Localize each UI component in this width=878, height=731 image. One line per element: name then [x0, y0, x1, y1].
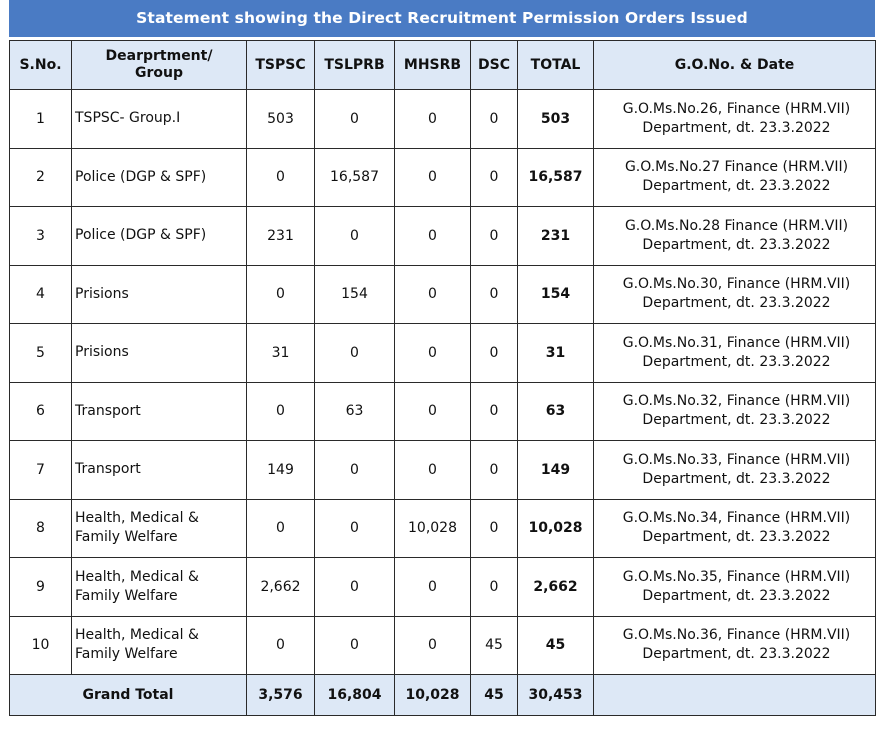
cell-tslprb: 0	[315, 616, 395, 675]
cell-go	[594, 382, 876, 441]
header-department	[72, 41, 247, 90]
cell-mhsrb: 0	[395, 207, 471, 266]
cell-tspsc: 31	[247, 324, 315, 383]
table-row	[10, 148, 876, 207]
cell-dsc: 0	[471, 441, 518, 500]
header-mhsrb: MHSRB	[395, 41, 471, 90]
department-line1: Prisions	[75, 285, 129, 302]
cell-mhsrb: 0	[395, 382, 471, 441]
header-go: G.O.No. & Date	[594, 41, 876, 90]
department-line1: Police (DGP & SPF)	[75, 168, 207, 185]
cell-dsc: 0	[471, 382, 518, 441]
header-dsc: DSC	[471, 41, 518, 90]
go-line1: G.O.Ms.No.36, Finance (HRM.VII)	[622, 627, 851, 644]
cell-mhsrb: 0	[395, 265, 471, 324]
department-line2: Family Welfare	[75, 646, 178, 663]
cell-sno: 10	[10, 616, 72, 675]
table-row	[10, 265, 876, 324]
page-title: Statement showing the Direct Recruitment Permission Orders Issued	[9, 0, 875, 37]
cell-tspsc: 0	[247, 616, 315, 675]
cell-department	[72, 499, 247, 558]
cell-department	[72, 558, 247, 617]
cell-tslprb: 0	[315, 441, 395, 500]
cell-mhsrb: 0	[395, 441, 471, 500]
header-department-line1: Dearprtment/	[105, 48, 213, 64]
cell-dsc: 0	[471, 90, 518, 149]
go-line1: G.O.Ms.No.26, Finance (HRM.VII)	[622, 100, 851, 117]
department-line2: Family Welfare	[75, 529, 178, 546]
cell-go	[594, 90, 876, 149]
cell-total: 63	[518, 382, 594, 441]
cell-go	[594, 207, 876, 266]
cell-total: 16,587	[518, 148, 594, 207]
table-row	[10, 90, 876, 149]
cell-go	[594, 558, 876, 617]
cell-department	[72, 382, 247, 441]
cell-tspsc: 0	[247, 148, 315, 207]
cell-mhsrb: 0	[395, 90, 471, 149]
recruitment-orders-table	[9, 40, 876, 716]
cell-total: 45	[518, 616, 594, 675]
cell-go	[594, 441, 876, 500]
cell-department	[72, 90, 247, 149]
go-line1: G.O.Ms.No.35, Finance (HRM.VII)	[622, 568, 851, 585]
cell-dsc: 0	[471, 265, 518, 324]
cell-department	[72, 148, 247, 207]
department-line1: TSPSC- Group.I	[75, 110, 181, 127]
go-line2: Department, dt. 23.3.2022	[642, 353, 831, 370]
cell-go	[594, 148, 876, 207]
go-line2: Department, dt. 23.3.2022	[642, 470, 831, 487]
table-row	[10, 616, 876, 675]
cell-mhsrb: 0	[395, 324, 471, 383]
cell-department	[72, 207, 247, 266]
cell-go	[594, 499, 876, 558]
cell-tslprb: 0	[315, 558, 395, 617]
grand-total-go	[594, 675, 876, 716]
cell-total: 149	[518, 441, 594, 500]
cell-mhsrb: 0	[395, 616, 471, 675]
cell-department	[72, 616, 247, 675]
grand-total-mhsrb: 10,028	[395, 675, 471, 716]
go-line2: Department, dt. 23.3.2022	[642, 178, 831, 195]
cell-mhsrb: 0	[395, 558, 471, 617]
department-line1: Transport	[75, 461, 141, 478]
cell-tspsc: 0	[247, 265, 315, 324]
cell-tspsc: 0	[247, 382, 315, 441]
cell-tslprb: 16,587	[315, 148, 395, 207]
department-line1: Health, Medical &	[75, 510, 199, 527]
go-line1: G.O.Ms.No.31, Finance (HRM.VII)	[622, 334, 851, 351]
department-line1: Health, Medical &	[75, 627, 199, 644]
cell-department	[72, 265, 247, 324]
cell-tspsc: 2,662	[247, 558, 315, 617]
cell-department	[72, 324, 247, 383]
go-line2: Department, dt. 23.3.2022	[642, 295, 831, 312]
go-line1: G.O.Ms.No.30, Finance (HRM.VII)	[622, 276, 851, 293]
grand-total-dsc: 45	[471, 675, 518, 716]
cell-tspsc: 503	[247, 90, 315, 149]
go-line1: G.O.Ms.No.28 Finance (HRM.VII)	[624, 217, 849, 234]
cell-tslprb: 0	[315, 324, 395, 383]
department-line1: Health, Medical &	[75, 568, 199, 585]
department-line1: Prisions	[75, 344, 129, 361]
cell-go	[594, 324, 876, 383]
header-sno: S.No.	[10, 41, 72, 90]
cell-sno: 7	[10, 441, 72, 500]
table-row	[10, 324, 876, 383]
cell-sno: 2	[10, 148, 72, 207]
cell-mhsrb: 0	[395, 148, 471, 207]
cell-go	[594, 616, 876, 675]
department-line1: Police (DGP & SPF)	[75, 227, 207, 244]
go-line2: Department, dt. 23.3.2022	[642, 646, 831, 663]
go-line2: Department, dt. 23.3.2022	[642, 412, 831, 429]
cell-sno: 5	[10, 324, 72, 383]
go-line2: Department, dt. 23.3.2022	[642, 119, 831, 136]
department-line2: Family Welfare	[75, 587, 178, 604]
cell-go	[594, 265, 876, 324]
cell-total: 2,662	[518, 558, 594, 617]
cell-dsc: 0	[471, 324, 518, 383]
cell-total: 31	[518, 324, 594, 383]
cell-total: 231	[518, 207, 594, 266]
header-department-line2: Group	[134, 65, 183, 81]
cell-sno: 4	[10, 265, 72, 324]
go-line2: Department, dt. 23.3.2022	[642, 236, 831, 253]
cell-tspsc: 0	[247, 499, 315, 558]
document	[9, 0, 875, 716]
cell-mhsrb: 10,028	[395, 499, 471, 558]
go-line1: G.O.Ms.No.33, Finance (HRM.VII)	[622, 451, 851, 468]
department-line1: Transport	[75, 402, 141, 419]
cell-dsc: 0	[471, 148, 518, 207]
grand-total-label: Grand Total	[10, 675, 247, 716]
go-line1: G.O.Ms.No.27 Finance (HRM.VII)	[624, 159, 849, 176]
cell-tslprb: 0	[315, 207, 395, 266]
cell-tslprb: 0	[315, 90, 395, 149]
grand-total-tspsc: 3,576	[247, 675, 315, 716]
go-line2: Department, dt. 23.3.2022	[642, 529, 831, 546]
go-line2: Department, dt. 23.3.2022	[642, 587, 831, 604]
cell-tspsc: 231	[247, 207, 315, 266]
cell-dsc: 0	[471, 207, 518, 266]
cell-sno: 3	[10, 207, 72, 266]
table-row	[10, 382, 876, 441]
header-row	[10, 41, 876, 90]
header-tspsc: TSPSC	[247, 41, 315, 90]
cell-sno: 1	[10, 90, 72, 149]
cell-dsc: 0	[471, 558, 518, 617]
table-row	[10, 558, 876, 617]
cell-tslprb: 0	[315, 499, 395, 558]
cell-total: 154	[518, 265, 594, 324]
table-row	[10, 499, 876, 558]
table-row	[10, 207, 876, 266]
cell-tspsc: 149	[247, 441, 315, 500]
go-line1: G.O.Ms.No.32, Finance (HRM.VII)	[622, 393, 851, 410]
table-row	[10, 441, 876, 500]
cell-sno: 8	[10, 499, 72, 558]
cell-total: 10,028	[518, 499, 594, 558]
cell-tslprb: 154	[315, 265, 395, 324]
grand-total-row	[10, 675, 876, 716]
grand-total-tslprb: 16,804	[315, 675, 395, 716]
cell-sno: 9	[10, 558, 72, 617]
grand-total-total: 30,453	[518, 675, 594, 716]
cell-tslprb: 63	[315, 382, 395, 441]
go-line1: G.O.Ms.No.34, Finance (HRM.VII)	[622, 510, 851, 527]
header-tslprb: TSLPRB	[315, 41, 395, 90]
cell-total: 503	[518, 90, 594, 149]
header-total: TOTAL	[518, 41, 594, 90]
cell-sno: 6	[10, 382, 72, 441]
cell-department	[72, 441, 247, 500]
cell-dsc: 0	[471, 499, 518, 558]
cell-dsc: 45	[471, 616, 518, 675]
